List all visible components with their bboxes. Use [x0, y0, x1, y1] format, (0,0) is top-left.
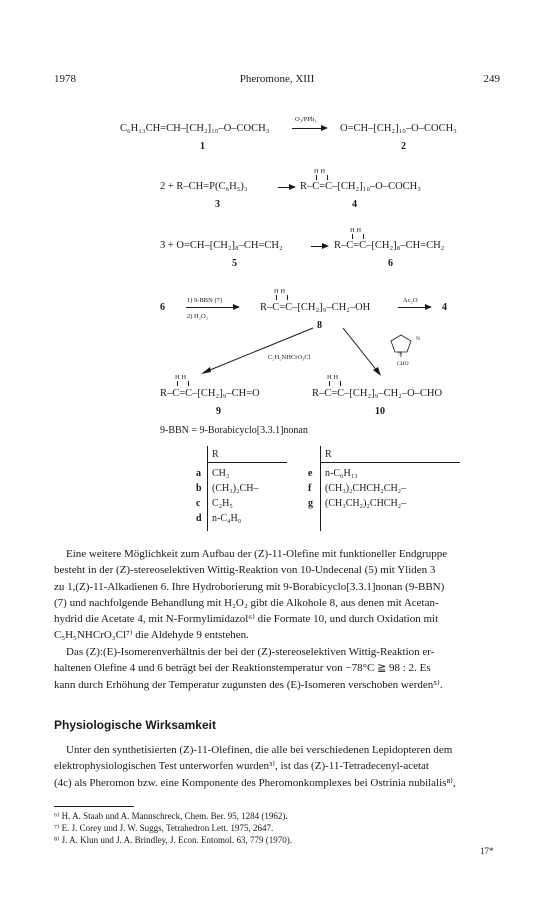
footnote-8: ⁸⁾ J. A. Klun und J. A. Brindley, J. Econ. Entomol. 63, 779 (1970). [54, 835, 293, 845]
header-page-number: 249 [483, 73, 500, 85]
compound-2-formula: O=CH–[CH₂]₁₀–O–COCH₃ [340, 123, 457, 134]
table-row-r: n-C₆H₁₃ [325, 468, 358, 479]
compound-number-8: 8 [317, 320, 322, 331]
table-row-id: e [308, 468, 313, 479]
table-row-id: c [196, 498, 201, 509]
wittig-reaction-left: 3 + O=CH–[CH₂]₈–CH=CH₂ [160, 240, 283, 251]
paragraph-synthesis [54, 546, 500, 644]
ylide-reaction-left: 2 + R–CH=P(C₆H₅)₃ [160, 181, 248, 192]
hh-label-9: H H [175, 374, 187, 381]
bond-line [352, 234, 353, 239]
table-divider [207, 446, 208, 531]
imidazole-cho: CHO [397, 361, 409, 367]
table-row-id: b [196, 483, 202, 494]
text-line: hydrid die Acetate 4, mit N-Formylimidazol⁶⁾ die Formate 10, und durch Oxidation mit [54, 613, 439, 626]
acetylation-reagent: Ac₂O [403, 297, 418, 304]
pcc-oxidant: C₅H₅NHCrO₃Cl [268, 354, 311, 361]
hydroboration-reagent: 1) 9-BBN (7) [187, 297, 223, 304]
footnote-6: ⁶⁾ H. A. Staab und A. Mannschreck, Chem. Ber. 95, 1284 (1962). [54, 811, 288, 821]
reaction-arrow-1 [292, 128, 326, 129]
table-row-r: CH₃ [212, 468, 230, 479]
page-signature: 17* [480, 846, 494, 856]
table-row-r: n-C₄H₉ [212, 513, 242, 524]
imidazole-n2: N [398, 351, 402, 357]
compound-number-2: 2 [401, 141, 406, 152]
imidazole-n1: N [416, 336, 420, 342]
table-row-r: (CH₃)₂CHCH₂CH₂– [325, 483, 407, 494]
footnote-rule [54, 806, 134, 807]
compound-number-6-start: 6 [160, 302, 165, 313]
text-line: (7) und nachfolgende Behandlung mit H₂O₂ gibt die Alkohole 8, aus denen mit Acetan- [54, 596, 439, 609]
text-line: Unter den synthetisierten (Z)-11-Olefinen, die alle bei verschiedenen Lepidopteren dem [66, 744, 453, 756]
text-line: besteht in der (Z)-stereoselektiven Wittig-Reaktion von 10-Undecenal (5) mit Yliden 3 [54, 564, 436, 577]
table-header-rule [207, 462, 287, 463]
text-line: kann durch Erhöhung der Temperatur zugunsten des (E)-Isomeren verschoben werden⁵⁾. [54, 678, 443, 691]
compound-number-1: 1 [200, 141, 205, 152]
arrowhead [201, 367, 211, 374]
running-header [54, 73, 500, 89]
footnote-7: ⁷⁾ E. J. Corey und J. W. Suggs, Tetrahedron Lett. 1975, 2647. [54, 823, 274, 833]
reaction-arrow-2 [278, 187, 294, 188]
table-header-right: R [325, 449, 332, 460]
hh-label-4: H H [314, 168, 326, 175]
section-heading: Physiologische Wirksamkeit [54, 718, 216, 732]
table-row-id: f [308, 483, 312, 494]
bond-line [287, 295, 288, 300]
bond-line [188, 381, 189, 386]
peroxide-reagent: 2) H₂O₂ [187, 313, 208, 320]
table-row-id: a [196, 468, 201, 479]
bond-line [177, 381, 178, 386]
text-line: (4c) als Pheromon bzw. eine Komponente des Pheromonkomplexes bei Ostrinia nubilalis⁸⁾, [54, 776, 456, 789]
compound-10-formula: R–C=C–[CH₂]₉–CH₂–O–CHO [312, 388, 443, 399]
text-line: C₅H₅NHCrO₃Cl⁷⁾ die Aldehyde 9 entstehen. [54, 629, 249, 642]
header-title: Pheromone, XIII [239, 73, 315, 85]
bond-line [327, 175, 328, 180]
compound-number-4: 4 [352, 199, 357, 210]
reaction-arrow-3 [311, 246, 327, 247]
table-row-r: (CH₃CH₂)₂CHCH₂– [325, 498, 407, 509]
bond-line [340, 381, 341, 386]
hh-label-8: H H [274, 288, 286, 295]
compound-6-formula: R–C=C–[CH₂]₈–CH=CH₂ [334, 240, 445, 251]
table-row-id: g [308, 498, 313, 509]
compound-1-formula: C₆H₁₃CH=CH–[CH₂]₁₀–O–COCH₃ [120, 123, 270, 134]
hh-label-6: H H [350, 227, 362, 234]
bond-line [316, 175, 317, 180]
text-line: Eine weitere Möglichkeit zum Aufbau der (Z)-11-Olefine mit funktioneller Endgruppe [66, 548, 448, 560]
compound-9-formula: R–C=C–[CH₂]₉–CH=O [160, 388, 260, 399]
paragraph-activity [54, 742, 500, 791]
table-row-r: (CH₃)₂CH– [212, 483, 259, 494]
compound-number-10: 10 [375, 406, 385, 417]
compound-number-6: 6 [388, 258, 393, 269]
bond-line [363, 234, 364, 239]
compound-number-9: 9 [216, 406, 221, 417]
reaction-arrow-5 [398, 307, 430, 308]
arrow-to-aldehyde [205, 328, 313, 372]
paragraph-isomer-ratio [54, 644, 500, 693]
header-year: 1978 [54, 73, 76, 85]
compound-4-formula: R–C=C–[CH₂]₁₀–O–COCH₃ [300, 181, 421, 192]
bbn-definition: 9-BBN = 9-Borabicyclo[3.3.1]nonan [160, 425, 308, 436]
text-line: haltenen Olefine 4 und 6 beträgt bei der Reaktionstemperatur von −78°C ≧ 98 : 2. Es [54, 662, 431, 675]
ozonolysis-reagent: O₃/PPh₃ [295, 116, 317, 123]
substituent-table [180, 446, 460, 531]
table-divider [320, 446, 321, 531]
hh-label-10: H H [327, 374, 339, 381]
compound-number-3: 3 [215, 199, 220, 210]
arrowhead [373, 367, 381, 376]
bond-line [276, 295, 277, 300]
compound-number-4-end: 4 [442, 302, 447, 313]
table-header-rule [320, 462, 460, 463]
reaction-arrow-4 [186, 307, 238, 308]
text-line: elektrophysiologischen Test unterworfen wurden³⁾, ist das (Z)-11-Tetradecenyl-acetat [54, 760, 429, 773]
table-row-r: C₂H₅ [212, 498, 233, 509]
text-line: Das (Z):(E)-Isomerenverhältnis der bei der (Z)-stereoselektiven Wittig-Reaktion er- [66, 646, 435, 658]
compound-8-formula: R–C=C–[CH₂]₉–CH₂–OH [260, 302, 371, 313]
compound-number-5: 5 [232, 258, 237, 269]
table-header-left: R [212, 449, 219, 460]
bond-line [329, 381, 330, 386]
table-row-id: d [196, 513, 202, 524]
arrow-to-formate [343, 328, 378, 372]
text-line: zu 1,(Z)-11-Alkadienen 6. Ihre Hydroborierung mit 9-Borabicyclo[3.3.1]nonan (9-BBN) [54, 580, 445, 593]
